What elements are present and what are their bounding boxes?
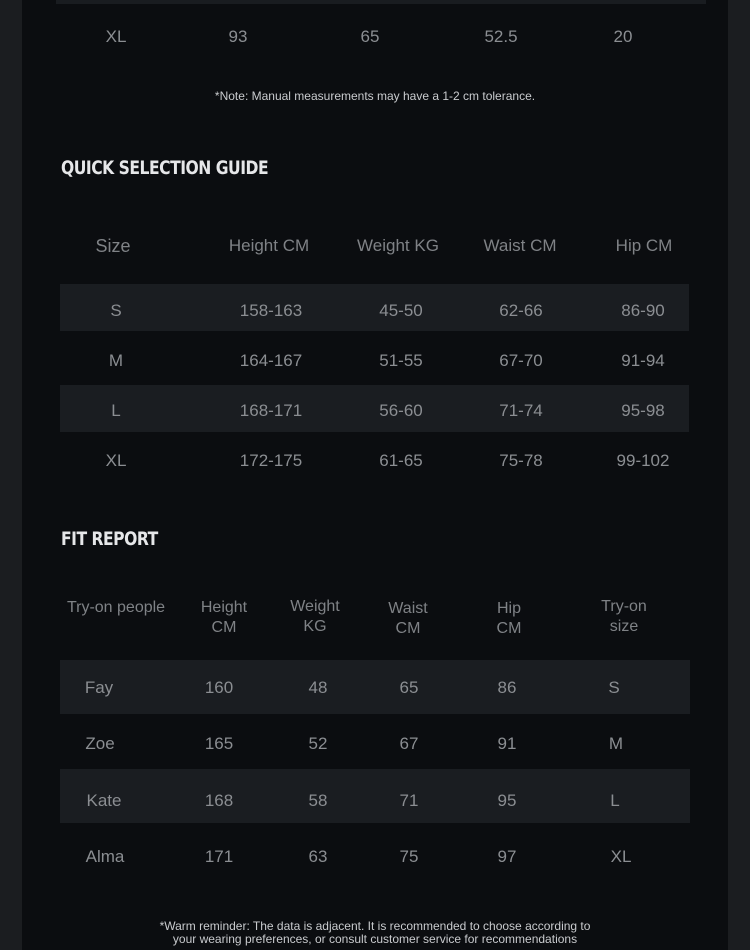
guide-cell: 91-94 [621, 351, 665, 370]
guide-cell: 51-55 [379, 351, 423, 370]
header-line: CM [395, 620, 421, 637]
warm-reminder-line: your wearing preferences, or consult customer service for recommendations [172, 932, 578, 946]
header-line: CM [211, 619, 237, 636]
guide-cell: 99-102 [616, 451, 670, 470]
guide-cell: 71-74 [499, 401, 543, 420]
guide-cell: 172-175 [239, 451, 303, 470]
guide-cell: 67-70 [499, 351, 543, 370]
measure-cell: 52.5 [484, 27, 518, 46]
header-hip: Hip CM [615, 236, 673, 255]
fit-cell: 97 [497, 847, 517, 866]
fit-cell: Kate [86, 791, 122, 810]
guide-cell: 61-65 [379, 451, 423, 470]
fit-cell: 160 [204, 678, 234, 697]
fit-cell: 95 [497, 791, 517, 810]
fit-cell: 48 [308, 678, 328, 697]
header-height [201, 598, 247, 638]
header-line: Waist [388, 600, 428, 617]
guide-cell: 75-78 [499, 451, 543, 470]
fit-cell: Alma [85, 847, 125, 866]
header-line: Try-on people [66, 599, 166, 616]
fit-cell: 67 [399, 734, 419, 753]
header-line: size [609, 618, 639, 635]
fit-cell: 165 [204, 734, 234, 753]
measure-cell: XL [105, 27, 127, 46]
header-waist: Waist CM [483, 236, 557, 255]
guide-cell: M [108, 351, 124, 370]
fit-cell: 58 [308, 791, 328, 810]
quick-guide-title: QUICK SELECTION GUIDE [61, 157, 269, 179]
fit-cell: S [608, 678, 620, 697]
fit-cell: Zoe [85, 734, 115, 753]
guide-cell: S [110, 301, 122, 320]
fit-cell: 75 [399, 847, 419, 866]
header-line: Weight [290, 598, 340, 615]
fit-report-band-fay [60, 660, 690, 714]
fit-cell: 86 [497, 678, 517, 697]
guide-cell: L [111, 401, 121, 420]
measure-cell: 65 [360, 27, 380, 46]
quick-guide-band-l [60, 385, 689, 432]
measure-table-bottom-band [56, 0, 706, 4]
header-try-on-people [67, 598, 165, 618]
header-try-on-size [601, 597, 647, 637]
measure-cell: 20 [613, 27, 633, 46]
warm-reminder-line: *Warm reminder: The data is adjacent. It is recommended to choose according to [159, 919, 591, 933]
guide-cell: 168-171 [239, 401, 303, 420]
guide-cell: 164-167 [239, 351, 303, 370]
fit-cell: M [608, 734, 624, 753]
header-height: Height CM [228, 236, 310, 255]
fit-cell: 52 [308, 734, 328, 753]
header-weight [290, 597, 340, 637]
guide-cell: 86-90 [621, 301, 665, 320]
header-size: Size [95, 236, 131, 256]
fit-cell: 63 [308, 847, 328, 866]
fit-cell: 91 [497, 734, 517, 753]
header-hip [497, 599, 522, 639]
size-guide-page [22, 0, 728, 950]
header-weight: Weight KG [357, 236, 439, 255]
header-line: CM [496, 620, 522, 637]
header-waist [388, 599, 427, 639]
guide-cell: 95-98 [621, 401, 665, 420]
fit-cell: 171 [204, 847, 234, 866]
header-line: Hip [496, 600, 522, 617]
header-line: Height [200, 599, 248, 616]
fit-cell: 71 [399, 791, 419, 810]
header-line: KG [303, 618, 327, 635]
fit-report-title: FIT REPORT [61, 528, 158, 550]
measurement-tolerance-note: *Note: Manual measurements may have a 1-2 cm tolerance. [214, 89, 536, 103]
header-line: Try-on [601, 598, 647, 615]
quick-guide-band-s [60, 284, 689, 331]
guide-cell: 62-66 [499, 301, 543, 320]
measure-cell: 93 [228, 27, 248, 46]
fit-cell: 168 [204, 791, 234, 810]
fit-report-band-kate [60, 769, 690, 823]
guide-cell: 56-60 [379, 401, 423, 420]
fit-cell: Fay [84, 678, 114, 697]
fit-cell: L [610, 791, 620, 810]
fit-cell: 65 [399, 678, 419, 697]
fit-cell: XL [610, 847, 632, 866]
guide-cell: 45-50 [379, 301, 423, 320]
warm-reminder [22, 920, 728, 946]
guide-cell: 158-163 [239, 301, 303, 320]
guide-cell: XL [105, 451, 127, 470]
